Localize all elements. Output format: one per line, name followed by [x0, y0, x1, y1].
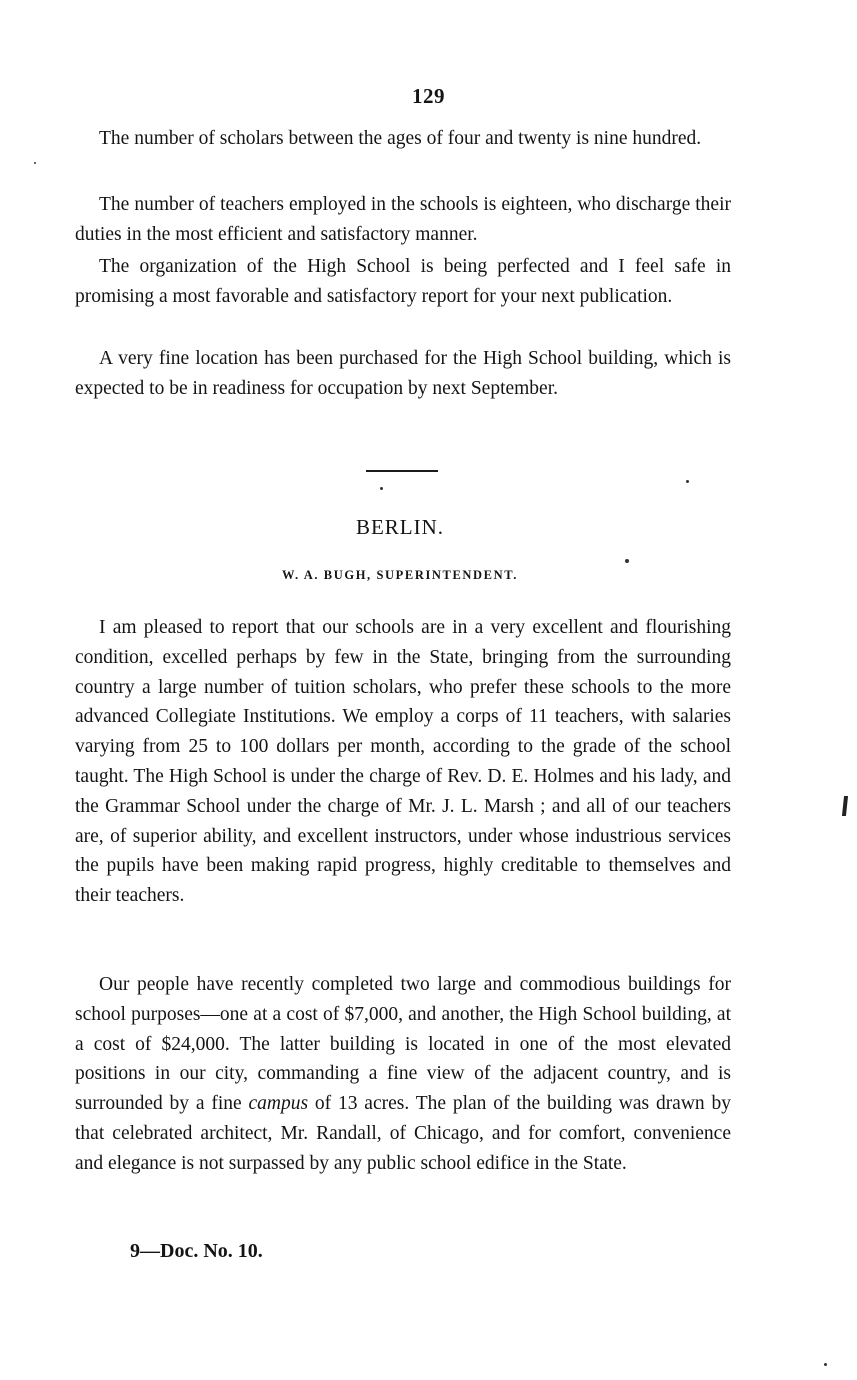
- margin-ink-mark: [842, 796, 848, 816]
- section-title: BERLIN.: [355, 515, 445, 539]
- scan-speck: [686, 480, 689, 483]
- paragraph-teachers-count: The number of teachers employed in the schools is eighteen, who discharge their duties in the most efficient and satisfactory manner.: [75, 194, 731, 245]
- paragraph-high-school-location: A very fine location has been purchased for the High School building, which is expected to be in readiness for occupation by next September.: [75, 348, 731, 399]
- scan-speck: [34, 162, 36, 164]
- paragraph-high-school-organization: The organization of the High School is being perfected and I feel safe in promising a most favorable and satisfactory report for your next publication.: [75, 256, 731, 307]
- paragraph-text-part: of 13 acres. The plan of the building was drawn by that celebrated architect, Mr. Randall, of Chicago, and for comfort, convenience and elegance is not surpassed by any public school edifice in the State.: [75, 1093, 731, 1174]
- superintendent-byline: W. A. BUGH, SUPERINTENDENT.: [282, 568, 518, 582]
- paragraph-scholars-count: The number of scholars between the ages of four and twenty is nine hundred.: [99, 128, 702, 149]
- document-reference: 9—Doc. No. 10.: [130, 1240, 263, 1262]
- paragraph-berlin-schools-condition: I am pleased to report that our schools are in a very excellent and flourishing condition, excelled perhaps by few in the State, bringing from the surrounding country a large number of tuition scholars, who prefer these schools to the more advanced Collegiate Institutions. We employ a corps of 11 teachers, with salaries varying from 25 to 100 dollars per month, according to the grade of the school taught. The High School is under the charge of Rev. D. E. Holmes and his lady, and the Grammar School under the charge of Mr. J. L. Marsh ; and all of our teachers are, of superior ability, and excellent instructors, under whose industrious services the pupils have been making rapid progress, highly creditable to themselves and their teachers.: [75, 617, 731, 907]
- scan-speck: [625, 559, 629, 563]
- section-divider-rule: [366, 470, 438, 472]
- paragraph-text-part: Our people have recently completed two large and commodious buildings for school purposes—one at a cost of $7,000, and another, the High School building, at a cost of $24,000. The latter building is located in one of the most elevated positions in our city, commanding a fine view of the adjacent country, and is surrounded by a fine: [75, 974, 731, 1115]
- scan-speck: [380, 487, 383, 490]
- campus-italic-word: campus: [248, 1093, 309, 1115]
- scan-speck: [824, 1363, 827, 1366]
- page-number: 129: [412, 84, 445, 108]
- paragraph-berlin-school-buildings: [75, 970, 731, 1179]
